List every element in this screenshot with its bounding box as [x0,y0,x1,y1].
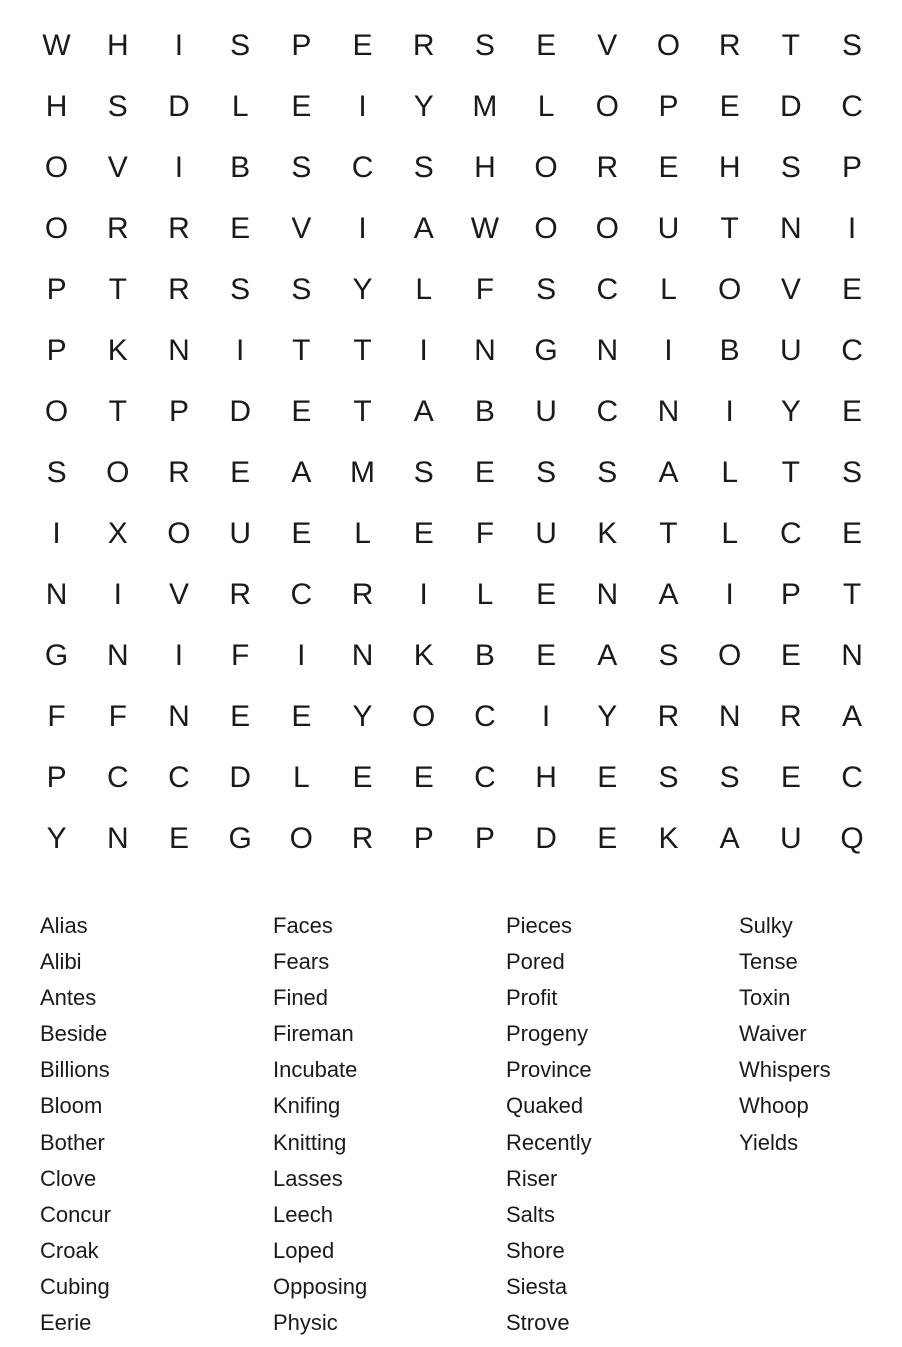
grid-cell[interactable]: O [534,150,558,184]
word-list-item: Riser [506,1165,558,1191]
grid-cell[interactable]: R [168,272,190,306]
grid-cell[interactable]: L [476,577,494,611]
grid-cell[interactable]: G [228,821,252,855]
grid-cell[interactable]: E [474,455,495,489]
grid-cell[interactable]: D [168,89,190,123]
word-list-item: Faces [273,913,333,938]
grid-cell[interactable]: E [719,89,740,123]
grid-cell[interactable]: L [354,516,371,550]
word-list-item: Toxin [739,985,791,1011]
word-list-item: Billions [40,1057,110,1083]
grid-cell[interactable]: A [842,699,863,733]
grid-cell[interactable]: E [291,516,312,550]
grid-cell[interactable]: T [353,394,372,428]
grid-cell[interactable]: O [44,394,69,428]
grid-cell[interactable]: I [541,699,551,733]
grid-cell[interactable]: C [596,394,619,428]
word-list-item: Antes [40,985,97,1011]
grid-cell[interactable]: S [107,89,128,123]
grid-cell[interactable]: V [168,577,189,611]
word-list-item: Cubing [40,1273,110,1299]
grid-cell[interactable]: S [719,760,740,794]
word-list-item: Incubate [273,1057,358,1083]
word-list-item: Knitting [273,1129,347,1155]
grid-cell[interactable]: S [230,28,251,62]
grid-cell[interactable]: I [419,333,428,367]
grid-cell[interactable]: O [44,150,69,184]
grid-cell[interactable]: A [658,577,679,611]
grid-cell[interactable]: I [52,516,61,550]
grid-cell[interactable]: T [108,272,127,306]
grid-cell[interactable]: R [168,455,190,489]
grid-cell[interactable]: B [474,638,495,672]
grid-cell[interactable]: K [107,333,128,367]
grid-cell[interactable]: L [537,89,555,123]
grid-cell[interactable]: I [358,89,367,123]
word-list-item: Concur [40,1201,111,1227]
word-list-item: Pored [506,949,565,975]
word-list-item: Bloom [40,1093,103,1119]
grid-cell[interactable]: U [535,516,557,550]
word-list-item: Clove [40,1165,97,1191]
grid-cell[interactable]: L [721,455,738,489]
grid-cell[interactable]: E [352,760,373,794]
grid-cell[interactable]: C [168,760,190,794]
grid-cell[interactable]: E [780,638,801,672]
word-list-item: Salts [506,1201,555,1227]
word-list-item: Leech [273,1201,333,1227]
grid-cell[interactable]: G [44,638,69,672]
grid-cell[interactable]: S [291,150,312,184]
grid-cell[interactable]: T [659,516,678,550]
grid-cell[interactable]: L [660,272,677,306]
grid-cell[interactable]: T [292,333,311,367]
word-list-item: Alias [40,913,88,938]
grid-cell[interactable]: U [780,821,802,855]
grid-cell[interactable]: E [291,394,312,428]
grid-cell[interactable]: I [174,28,184,62]
grid-cell[interactable]: N [106,638,129,672]
grid-cell[interactable]: I [358,211,367,245]
grid-cell[interactable]: R [412,28,435,62]
grid-cell[interactable]: R [596,150,619,184]
grid-cell[interactable]: I [725,577,734,611]
grid-cell[interactable]: Y [46,821,67,855]
grid-cell[interactable]: W [470,211,500,245]
grid-cell[interactable]: T [842,577,862,611]
grid-cell[interactable]: Y [597,699,618,733]
grid-cell[interactable]: T [720,211,739,245]
grid-cell[interactable]: G [534,333,558,367]
grid-cell[interactable]: O [44,211,69,245]
grid-cell[interactable]: R [229,577,251,611]
grid-cell[interactable]: H [45,89,68,123]
grid-cell[interactable]: F [47,699,66,733]
grid-cell[interactable]: O [656,28,681,62]
grid-cell[interactable]: O [167,516,191,550]
grid-cell[interactable]: P [46,760,67,794]
grid-cell[interactable]: I [297,638,306,672]
grid-cell[interactable]: C [780,516,802,550]
word-list-item: Recently [506,1129,592,1155]
word-column [273,908,506,1341]
grid-cell[interactable]: Y [352,272,373,306]
word-list-item: Physic [273,1310,338,1336]
grid-cell[interactable]: C [841,333,863,367]
grid-cell[interactable]: S [658,638,679,672]
grid-cell[interactable]: E [536,638,557,672]
grid-cell[interactable]: A [291,455,312,489]
grid-cell[interactable]: O [717,272,742,306]
grid-cell[interactable]: R [351,821,374,855]
grid-cell[interactable]: L [231,89,249,123]
grid-cell[interactable]: N [106,821,129,855]
grid-cell[interactable]: A [597,638,618,672]
letter-grid [26,15,883,869]
grid-cell[interactable]: S [413,455,434,489]
word-list-item: Province [506,1057,592,1083]
grid-cell[interactable]: P [474,821,495,855]
word-list-item: Sulky [739,913,793,938]
grid-cell[interactable]: C [596,272,619,306]
grid-cell[interactable]: N [657,394,680,428]
grid-cell[interactable]: E [291,89,312,123]
grid-cell[interactable]: Q [840,821,864,855]
grid-cell[interactable]: C [474,760,496,794]
word-list-item: Whispers [739,1057,831,1083]
word-list-item: Alibi [40,949,82,975]
word-list-item: Knifing [273,1093,341,1119]
grid-cell[interactable]: H [535,760,557,794]
grid-cell[interactable]: U [657,211,680,245]
grid-cell[interactable]: H [718,150,741,184]
word-list-item: Eerie [40,1310,92,1336]
grid-cell[interactable]: S [658,760,679,794]
grid-cell[interactable]: N [841,638,863,672]
grid-cell[interactable]: E [230,455,251,489]
grid-cell[interactable]: I [174,150,184,184]
grid-cell[interactable]: O [106,455,130,489]
word-list-item: Tense [739,949,798,975]
grid-cell[interactable]: E [168,821,189,855]
grid-cell[interactable]: K [658,821,679,855]
word-list-item: Lasses [273,1165,343,1191]
grid-cell[interactable]: C [106,760,129,794]
grid-cell[interactable]: I [847,211,857,245]
word-list-item: Siesta [506,1273,568,1299]
word-list-item: Loped [273,1237,335,1263]
word-list-item: Bother [40,1129,105,1155]
grid-cell[interactable]: E [842,394,863,428]
grid-cell[interactable]: I [419,577,428,611]
grid-cell[interactable]: L [415,272,433,306]
grid-cell[interactable]: S [46,455,67,489]
grid-cell[interactable]: E [597,821,618,855]
grid-cell[interactable]: I [664,333,673,367]
grid-cell[interactable]: P [46,333,67,367]
grid-cell[interactable]: I [113,577,122,611]
grid-cell[interactable]: W [42,28,71,62]
word-list-item: Fireman [273,1021,354,1047]
grid-cell[interactable]: V [780,272,801,306]
grid-cell[interactable]: F [475,516,495,550]
grid-cell[interactable]: R [351,577,374,611]
grid-cell[interactable]: N [596,333,619,367]
grid-cell[interactable]: C [351,150,374,184]
grid-cell[interactable]: E [597,760,618,794]
grid-cell[interactable]: U [535,394,557,428]
grid-cell[interactable]: T [353,333,372,367]
grid-cell[interactable]: U [780,333,802,367]
grid-cell[interactable]: E [842,272,863,306]
grid-cell[interactable]: I [725,394,734,428]
grid-cell[interactable]: S [291,272,312,306]
word-column [506,908,739,1341]
grid-cell[interactable]: D [535,821,557,855]
grid-cell[interactable]: F [108,699,127,733]
grid-cell[interactable]: E [780,760,801,794]
grid-cell[interactable]: R [718,28,741,62]
grid-cell[interactable]: I [174,638,184,672]
grid-cell[interactable]: E [230,699,251,733]
grid-cell[interactable]: N [474,333,496,367]
grid-cell[interactable]: P [291,28,312,62]
grid-cell[interactable]: E [842,516,863,550]
grid-cell[interactable]: S [536,455,557,489]
grid-cell[interactable]: O [717,638,742,672]
word-list-item: Quaked [506,1093,584,1119]
word-list-item: Waiver [739,1021,807,1047]
grid-cell[interactable]: E [352,28,373,62]
grid-cell[interactable]: S [474,28,495,62]
grid-cell[interactable]: K [597,516,618,550]
grid-cell[interactable]: I [235,333,245,367]
word-list-item: Whoop [739,1093,809,1119]
grid-cell[interactable]: B [230,150,251,184]
grid-cell[interactable]: A [413,211,434,245]
grid-cell[interactable]: P [413,821,434,855]
grid-cell[interactable]: P [842,150,863,184]
grid-cell[interactable]: O [595,89,619,123]
grid-cell[interactable]: S [842,28,863,62]
word-list-item: Croak [40,1237,99,1263]
grid-cell[interactable]: S [230,272,251,306]
grid-cell[interactable]: R [168,211,190,245]
grid-cell[interactable]: Y [352,699,373,733]
grid-cell[interactable]: C [474,699,496,733]
grid-cell[interactable]: U [229,516,251,550]
grid-cell[interactable]: F [475,272,495,306]
grid-cell[interactable]: Y [413,89,434,123]
grid-cell[interactable]: N [780,211,802,245]
word-list-item: Progeny [506,1021,588,1047]
grid-cell[interactable]: K [413,638,434,672]
grid-cell[interactable]: E [413,516,434,550]
grid-cell[interactable]: V [597,28,618,62]
grid-cell[interactable]: O [595,211,619,245]
grid-cell[interactable]: T [108,394,127,428]
grid-cell[interactable]: P [780,577,801,611]
grid-cell[interactable]: H [106,28,129,62]
word-list-item: Profit [506,985,558,1011]
grid-cell[interactable]: A [719,821,740,855]
grid-cell[interactable]: L [721,516,738,550]
grid-cell[interactable]: N [351,638,374,672]
grid-cell[interactable]: C [290,577,313,611]
grid-cell[interactable]: V [107,150,128,184]
grid-cell[interactable]: E [536,577,557,611]
grid-cell[interactable]: O [412,699,436,733]
grid-cell[interactable]: C [841,760,863,794]
grid-cell[interactable]: E [291,699,312,733]
grid-cell[interactable]: D [229,760,251,794]
word-column [739,908,879,1341]
grid-cell[interactable]: O [534,211,558,245]
grid-cell[interactable]: H [474,150,496,184]
grid-cell[interactable]: D [229,394,251,428]
grid-cell[interactable]: X [107,516,128,550]
grid-cell[interactable]: E [658,150,679,184]
grid-cell[interactable]: N [168,699,190,733]
grid-cell[interactable]: S [597,455,618,489]
grid-cell[interactable]: M [472,89,498,123]
grid-cell[interactable]: R [106,211,129,245]
grid-cell[interactable]: T [781,455,800,489]
grid-cell[interactable]: S [842,455,863,489]
grid-cell[interactable]: A [413,394,434,428]
grid-cell[interactable]: E [230,211,251,245]
grid-cell[interactable]: P [658,89,679,123]
grid-cell[interactable]: N [718,699,741,733]
grid-cell[interactable]: S [780,150,801,184]
grid-cell[interactable]: T [781,28,800,62]
grid-cell[interactable]: B [474,394,495,428]
grid-cell[interactable]: S [413,150,434,184]
word-column [40,908,273,1341]
grid-cell[interactable]: D [780,89,802,123]
grid-cell[interactable]: E [413,760,434,794]
grid-cell[interactable]: E [536,28,557,62]
word-list-item: Fined [273,985,329,1011]
grid-cell[interactable]: M [350,455,376,489]
grid-cell[interactable]: N [168,333,190,367]
grid-cell[interactable]: P [46,272,67,306]
grid-cell[interactable]: B [719,333,740,367]
grid-cell[interactable]: Y [780,394,801,428]
grid-cell[interactable]: N [45,577,68,611]
word-list-item: Pieces [506,913,573,938]
grid-cell[interactable]: S [536,272,557,306]
grid-cell[interactable]: V [291,211,312,245]
word-list-item: Opposing [273,1273,368,1299]
grid-cell[interactable]: A [658,455,679,489]
word-list-item: Fears [273,949,330,975]
word-list-item: Shore [506,1237,565,1263]
word-list-item: Strove [506,1310,570,1336]
grid-cell[interactable]: L [293,760,310,794]
grid-cell[interactable]: N [596,577,619,611]
word-list-item: Beside [40,1021,108,1047]
grid-cell[interactable]: C [841,89,863,123]
word-list [40,908,879,1341]
grid-cell[interactable]: R [657,699,680,733]
grid-cell[interactable]: R [780,699,802,733]
grid-cell[interactable]: P [168,394,189,428]
grid-cell[interactable]: O [289,821,314,855]
grid-cell[interactable]: F [230,638,250,672]
word-list-item: Yields [739,1129,799,1155]
